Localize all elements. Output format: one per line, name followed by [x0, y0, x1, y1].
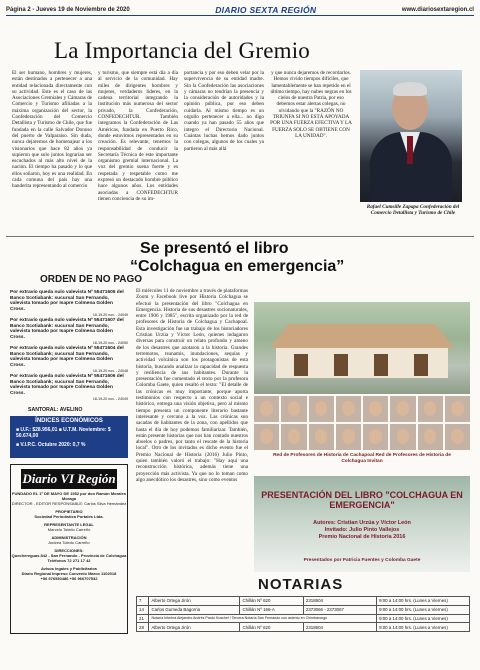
address-label: DIRECCIONES:	[54, 548, 84, 553]
participant-photo	[254, 396, 279, 422]
invitation-text: Red de Profesores de Historia de Cachapoal Red de Profesores de Historia de Colchagua Invitan	[273, 453, 451, 464]
article-title-gremio: La Importancia del Gremio	[54, 38, 310, 63]
director: DIRECTOR - EDITOR RESPONSABLE: Carlos Silva Hernández	[11, 501, 127, 506]
section-divider	[6, 236, 474, 237]
article1-col1: El ser humano, hombres y mujeres, están destinados a pertenecer a una entidad relacionada directamente con su actividad. Este es el caso de las Asociaciones Gremiales y Cámaras de Comercio y Turismo afiliadas a la máxima organización del sector, la Confederación del Comercio Detallista y Turismo de Chile, que fue fundada en la calle Salvador Donoso del puerto de Valparaíso. Sin duda, nunca dejaremos de homenajear a los visionarios que hace 82 años ya supieron que solo juntos lograrían ser escuchados al más alto nivel de la nación. El tiempo ha pasado y lo que ellos soñaron, hoy es una realidad. En cada comuna del país hay una banderita representando al comercio	[12, 70, 92, 190]
participant-photo	[418, 424, 443, 450]
building-photo	[254, 302, 470, 394]
newspaper-logo: Diario VI Región	[21, 469, 117, 489]
table-row: 7 Alberto Ortega Jirón Chillán Nº 620 2318604 9:00 a 14:00 hrs. (Lunes a Viernes)	[137, 597, 470, 606]
flyer-title: PRESENTACIÓN DEL LIBRO "COLCHAGUA EN EMERGENCIA"	[261, 490, 463, 510]
participant-photo	[418, 396, 443, 422]
participant-photo	[390, 396, 415, 422]
indices-economicos	[10, 416, 128, 458]
participant-photo	[445, 396, 470, 422]
masthead	[10, 464, 128, 634]
participant-photo	[281, 424, 306, 450]
brand-name: DIARIO SEXTA REGIÓN	[215, 4, 317, 15]
phone: Teléfonos 72 271 17 42	[47, 558, 91, 563]
admin: Andrea Toledo Carreño	[48, 540, 90, 545]
article2-col1: El miércoles 11 de noviembre a través de plataformas Zoom y Facebook live por Historia Colchagua se efectuó la presentación del libro "Colchagua en Emergencia. Historia de sus desastres socionaturales, entre 1906 y 1985", escrita organizado por la red de profesores de Historia de Colchagua y Cachapoal. Esta investigación fue un trabajo de los historiadores Cristian Urzúa y Víctor León, quienes indagaron diversas para construir un relato profundo y ameno de los desastres que azotaron a la historia. Grandes terremotos, tsunamis, inundaciones, sequías y actividad volcánica son los protagonistas de esta historia, buscando analizar la capacidad de respuesta y resiliencia de sus habitantes. Durante la presentación fue comentado el texto por la profesora Colomba Gaete, quien resaltó el texto: "El detalle de las crónicas es muy importante, porque aporta testimonios con respecto a un contexto social e histórico, entrega una visión objetiva, pero al mismo tiempo presenta un componente literario bastante interesante y cercano a la voz. Las crónicas son sacadas de habitantes de la zona, con apellidos que hasta el día de hoy podemos familiarizar. También, están presente historias que nos han contado nuestros abuelos o padres, por tanto el rescate de la historia local". Otro de los invitados es dicho evento fue el Premio Nacional de Historia (2016) Julio Pinto, quien también valoró el trabajo: "Hay aquí una reconstrucción histórica, además tiene una proyección más activista. Ya que no lo toman como algo anecdótico los desastres, sino como eventos	[136, 288, 248, 483]
participant-photo	[336, 424, 361, 450]
indices-row: ■ V.I.P.C. Octubre 2020: 0,7 %	[16, 442, 86, 448]
flyer-presenters: Presentados por Patricia Fuentes y Colomba Gaete	[303, 558, 421, 563]
rep: Marcelo Toledo Carreño	[47, 527, 91, 532]
participant-photo	[309, 424, 334, 450]
flyer-authors: Autores: Cristian Urzúa y Víctor León Invitado: Julio Pinto Vallejos Premio Nacional de Historia 2016	[313, 520, 411, 540]
rep-label: REPRESENTANTE LEGAL	[44, 522, 94, 527]
orden-item: Por extravío queda nulo valevista Nº 55471605 del Banco Scotiabank: sucursal San Fernando, valevista tomado por Isapre Colmena Golden Cross. 18-19-20 nov. - 24049	[10, 290, 128, 318]
notices: Avisos legales y Publicitarios	[40, 566, 98, 571]
article2-title-line2: “Colchagua en emergencia”	[130, 258, 345, 275]
table-row: 14 Carlos Gumeda Bagorria Chillán Nº 166-A 2373066 - 2373067 9:00 a 14:00 hrs. (Lunes a Viernes)	[137, 605, 470, 614]
page-header	[6, 4, 474, 16]
participant-photo	[336, 396, 361, 422]
address: Quechereguas 842 - San Fernando - Provincia de Colchagua	[11, 553, 127, 558]
article1-col3: portancia y por eso deben velar por la supervivencia de su entidad madre. Sin la Confederación las asociaciones y cámaras no tendrían la presencia y la consideración de autoridades y la opinión pública, por eso deben cuidarla. Al mismo tiempo es un orgullo pertenecer a ella... no digo cuando ya han pasado 55 años que integro el Directorio Nacional. Cuántas luchas hemos dado juntos con colegas, algunos de los cuales ya partieron al más allá	[184, 70, 264, 152]
owner: Sociedad Periodística Portales Ltda.	[34, 514, 104, 519]
notarias-table	[136, 596, 470, 632]
phones: +56 976530486 +56 966707532	[40, 576, 98, 581]
table-row: 21 Notaría Interina Alejandro Andrés Pardo Kuschel / Tercera Notaría San Fernando con asiento en Chimbarongo 9:00 a 14:00 hrs. (Lunes a Viernes)	[137, 614, 470, 623]
notarias-title: NOTARIAS	[258, 576, 344, 593]
founded: FUNDADO EL 1º DE MAYO DE 1952 por don Ramón Morales Moraga	[12, 491, 126, 501]
owner-label: PROPIETARIO	[55, 509, 83, 514]
site-url[interactable]: www.diariosextaregion.cl	[401, 6, 474, 13]
participant-photo	[445, 424, 470, 450]
participant-photo	[281, 396, 306, 422]
photo-caption: Rafael Cumsille Zapapa Confederación del Comercio Detallista y Turismo de Chile	[366, 204, 460, 217]
participant-photo	[390, 424, 415, 450]
page-date: Página 2 - Jueves 19 de Noviembre de 2020	[6, 6, 130, 13]
table-row: 28 Alberto Ortega Jirón Chillán Nº 620 2318604 9:00 a 14:00 hrs. (Lunes a Viernes)	[137, 623, 470, 632]
admin-label: ADMINISTRACIÓN	[51, 535, 87, 540]
santoral: SANTORAL: AVELINO	[28, 407, 83, 413]
orden-item: Por extravío queda nulo valevista Nº 55471604 del Banco Scotiabank; sucursal San Fernando, valevista tomado por Isapre Colmena Golden Cross. 18-19-20 nov. - 24048	[10, 346, 128, 374]
participants-grid	[254, 396, 470, 450]
participant-photo	[363, 396, 388, 422]
book-presentation-flyer	[254, 476, 470, 572]
orden-no-pago-title: ORDEN DE NO PAGO	[40, 274, 143, 285]
orden-item: Por extravío queda nulo valevista Nº 55471607 del Banco Scotiabank: sucursal San Fernando, valevista tomado por Isapre Colmena Golden Cross. 18-19-20 nov. - 24050	[10, 318, 128, 346]
portrait-photo	[360, 70, 462, 202]
participant-photo	[363, 424, 388, 450]
participant-photo	[254, 424, 279, 450]
orden-item: Por extravío queda nulo valevista Nº 55471606 del Banco Scotiabank; sucursal San Fernando, valevista tomado por Isapre Colmena Golden Cross. 18-19-20 nov. - 24049	[10, 374, 128, 402]
regional: Diario Regional Impreso Convenio Marco 1102018	[21, 571, 117, 576]
indices-row: ■ U.F.: $28.956,01 ■ U.T.M. Noviembre: $ 50.674,00	[16, 427, 111, 439]
participant-photo	[309, 396, 334, 422]
article1-col4: y que nunca dejaremos de recordarlos. Hemos vivido tiempos difíciles, que lamentablemente se han repetido en el último tiempo, hay nubes negras en los cielos de nuestra Patria, por eso debemos estar alertas colegas, no olvidando que la "RAZÓN NO TRIUNFA SI NO ESTÁ APOYADA POR UNA FUERZA EFECTIVA Y LA FUERZA SOLO SE OBTIENE CON LA UNIDAD".	[270, 70, 352, 139]
article1-col2: y turismo, que siempre está día a día al servicio de la comunidad. Hay miles de dirigentes hombres y mujeres, verdaderos líderes, en la cadena territorial integrando la institución más numerosa del sector privado, la Confederación, CONFEDECHTUR. También integramos la Confederación de Las Américas, fundada en Puerto Rico, donde estuvimos representados en su creación. Es relevante, tenemos la responsabilidad de conducir la Secretaría Técnica de este importante organismo gremial internacional. La voz del gremio suena fuerte y es respetada y respetable como me expresó un destacado hombre público hace algunos años. Los entidades asociadas a CONFEDECHTUR tienen conciencia de su im-	[98, 70, 178, 202]
indices-title: ÍNDICES ECONÓMICOS	[35, 418, 103, 424]
article2-title-line1: Se presentó el libro	[140, 240, 289, 257]
